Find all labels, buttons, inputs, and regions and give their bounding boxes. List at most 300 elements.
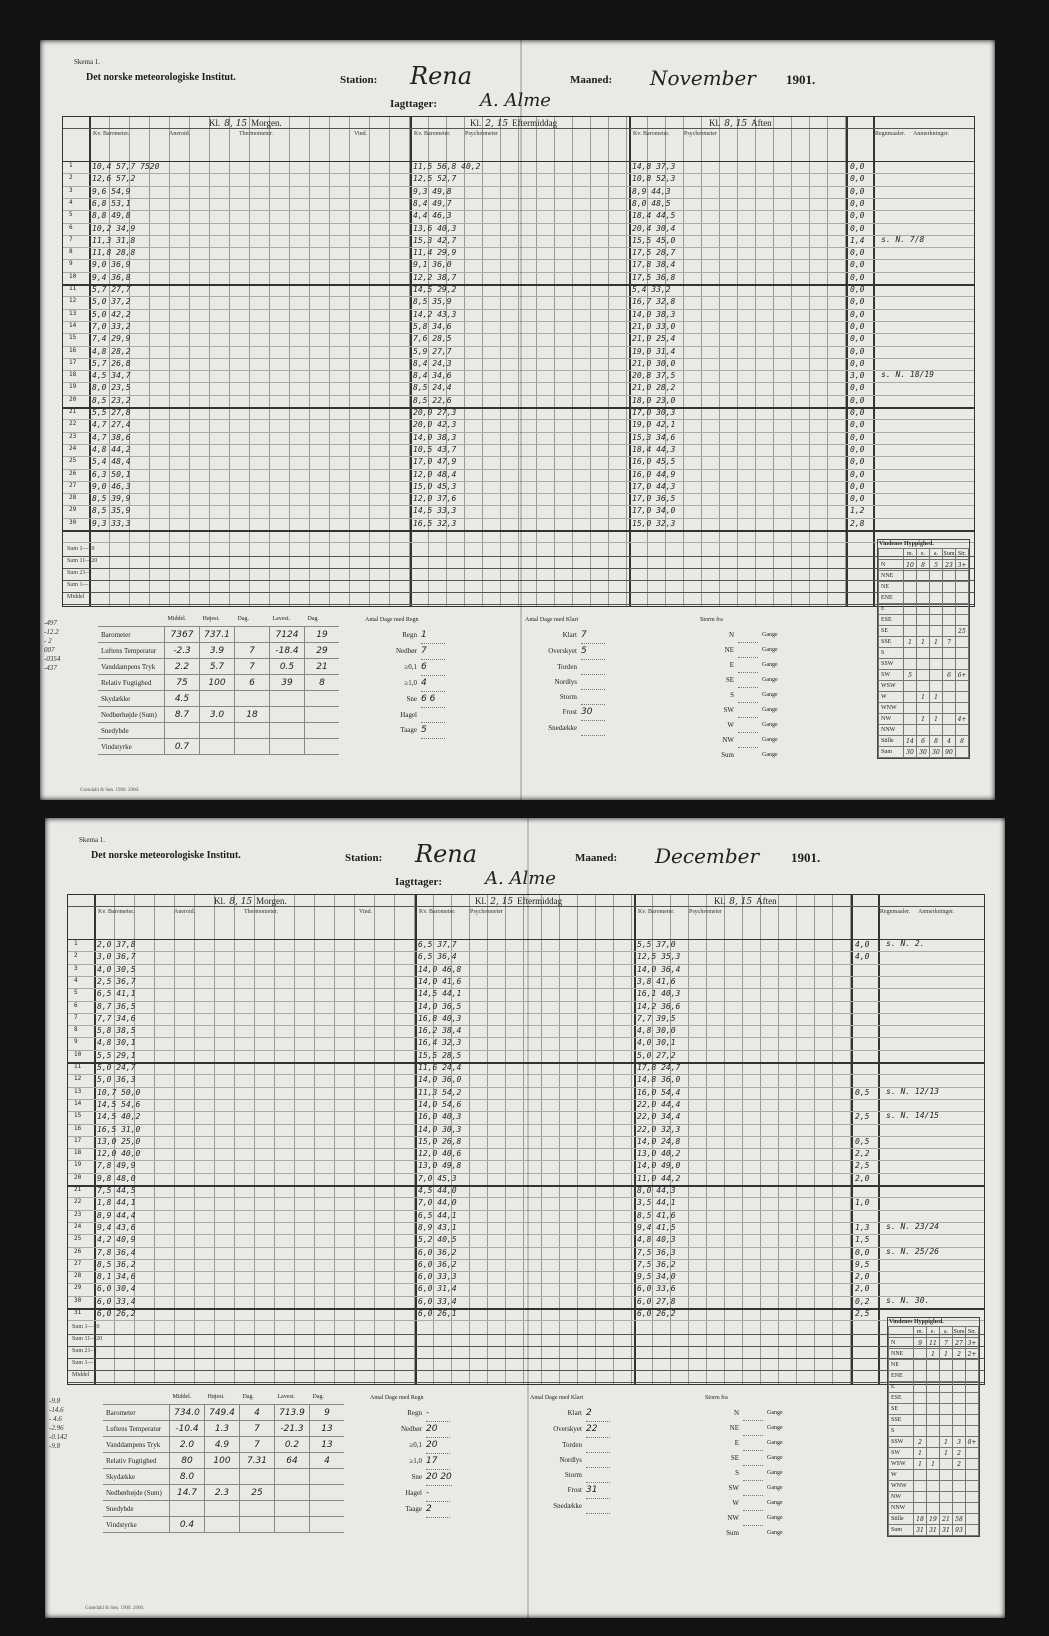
- summary-row-label: Middel: [67, 594, 85, 601]
- wind-value: [904, 593, 917, 604]
- afternoon-values: 20,0 42,3: [413, 420, 457, 430]
- stats-header: Dag.: [305, 611, 340, 627]
- wind-value: [927, 1448, 940, 1459]
- stats-header-row: [103, 1389, 344, 1405]
- wind-value: [953, 1360, 966, 1371]
- list-item-value: -: [426, 1406, 450, 1422]
- evening-values: 18,4 44,5: [632, 211, 676, 221]
- wind-direction: WNW: [889, 1481, 914, 1492]
- afternoon-values: 14,5 29,2: [413, 285, 457, 294]
- list-item-label: Nordlys: [554, 678, 577, 687]
- row-line: [68, 1050, 984, 1051]
- precipitation-value: 0,0: [850, 444, 865, 454]
- morning-values: 9,4 36,8: [92, 272, 131, 282]
- precipitation-value: 2,8: [850, 518, 865, 528]
- afternoon-values: 8,9 43,1: [418, 1222, 457, 1232]
- stats-value: [310, 1517, 345, 1533]
- summary-row-label: Sum 11—20: [72, 1336, 103, 1343]
- day-number: 15: [69, 334, 77, 342]
- sheet-november: [40, 40, 995, 800]
- list-item-value: 4: [421, 676, 445, 692]
- storm-blank: [743, 1511, 763, 1526]
- wind-value: [956, 659, 969, 670]
- precipitation-value: 2,0: [855, 1284, 870, 1294]
- list-item: [530, 1453, 610, 1468]
- wind-value: 3+: [956, 560, 969, 571]
- storm-blank: [738, 718, 758, 733]
- wind-direction: ESE: [889, 1393, 914, 1404]
- column-line: [737, 117, 738, 606]
- storm-sum-unit: Gange: [767, 1530, 783, 1537]
- section-divider: [410, 117, 412, 606]
- stats-value: 737.1: [200, 627, 235, 643]
- wind-row: [879, 593, 969, 604]
- wind-value: 6: [943, 670, 956, 681]
- morning-values: 4,7 27,4: [92, 420, 131, 430]
- wind-direction: SSW: [879, 659, 904, 670]
- afternoon-values: 7,0 45,3: [418, 1173, 457, 1183]
- wind-value: 21: [940, 1514, 953, 1525]
- wind-value: 23: [943, 560, 956, 571]
- list-item-label: Regn: [407, 1409, 422, 1418]
- stats-row: [98, 707, 339, 723]
- list-item-value: 17: [426, 1454, 450, 1470]
- stats-value: 64: [275, 1453, 310, 1469]
- wind-value: 31: [914, 1525, 927, 1536]
- precipitation-value: 0,0: [850, 457, 865, 467]
- list-item-label: Torden: [557, 663, 577, 672]
- row-line: [68, 1160, 984, 1161]
- wind-value: 1: [940, 1349, 953, 1360]
- list-item-value: 20: [426, 1438, 450, 1454]
- afternoon-values: 7,0 44,0: [418, 1198, 457, 1208]
- section-time: 8, 15: [724, 119, 748, 129]
- stats-value: [235, 739, 270, 755]
- evening-values: 14,0 38,3: [632, 309, 676, 319]
- stats-row: [103, 1517, 344, 1533]
- wind-direction: Stille: [889, 1514, 914, 1525]
- wind-col-header: a.: [930, 549, 943, 560]
- afternoon-values: 6,0 36,2: [418, 1259, 457, 1269]
- precipitation-value: 0,0: [855, 1247, 870, 1257]
- storm-unit: Gange: [767, 1425, 783, 1432]
- stats-row: [98, 723, 339, 739]
- precipitation-value: 0,0: [850, 162, 865, 171]
- wind-value: 1: [917, 692, 930, 703]
- stats-value: 21: [305, 659, 340, 675]
- list-item: [530, 1422, 610, 1438]
- day-number: 30: [69, 518, 77, 526]
- row-line: [68, 1136, 984, 1137]
- days-with-sky-list: [530, 1391, 610, 1514]
- morning-values: 7,5 44,5: [97, 1186, 136, 1195]
- evening-values: 22,0 34,4: [637, 1112, 681, 1122]
- column-line: [613, 895, 614, 1384]
- morning-values: 7,4 29,9: [92, 334, 131, 344]
- wind-value: 1: [917, 714, 930, 725]
- afternoon-values: 14,5 44,1: [418, 989, 462, 999]
- list-item: [365, 660, 445, 676]
- column-line: [349, 117, 350, 606]
- storm-row: [700, 733, 778, 748]
- wind-value: 1: [917, 637, 930, 648]
- remark-note: s. N. 23/24: [886, 1221, 939, 1231]
- stats-row: [103, 1485, 344, 1501]
- afternoon-values: 12,5 52,7: [413, 174, 457, 184]
- header-line: [68, 906, 984, 907]
- wind-row: [889, 1470, 979, 1481]
- wind-row: [879, 648, 969, 659]
- column-line: [269, 117, 270, 606]
- row-line: [68, 1173, 984, 1174]
- list-item-value: 6 6: [421, 692, 445, 708]
- morning-values: 9,3 33,3: [92, 518, 131, 528]
- morning-values: 9,4 43,6: [97, 1222, 136, 1232]
- list-item: [365, 676, 445, 692]
- stats-value: 1.3: [205, 1421, 240, 1437]
- row-line: [68, 1283, 984, 1284]
- list-item: [530, 1483, 610, 1499]
- day-number: 2: [74, 952, 78, 960]
- observer-value: A. Alme: [480, 90, 551, 111]
- column-line: [536, 117, 537, 606]
- wind-value: [914, 1470, 927, 1481]
- list-item-label: Hagel: [405, 1489, 422, 1498]
- remarks-header: Anmerkninger.: [918, 909, 955, 915]
- column-line: [169, 117, 170, 606]
- row-line: [68, 1185, 984, 1187]
- wind-direction: NE: [879, 582, 904, 593]
- day-number: 25: [69, 457, 77, 465]
- wind-value: [943, 648, 956, 659]
- afternoon-values: 5,9 27,7: [413, 346, 452, 356]
- precipitation-value: 0,0: [850, 223, 865, 233]
- column-line: [414, 895, 415, 1384]
- morning-values: 8,5 35,9: [92, 506, 131, 516]
- wind-value: [917, 681, 930, 692]
- row-line: [63, 395, 974, 396]
- storm-direction: W: [732, 1499, 739, 1508]
- stats-header: Lavest.: [270, 611, 305, 627]
- wind-value: [927, 1503, 940, 1514]
- row-line: [63, 407, 974, 409]
- row-line: [68, 1074, 984, 1075]
- list-item: [525, 644, 605, 660]
- list-item-label: Taage: [400, 726, 417, 735]
- storm-direction: SW: [728, 1484, 739, 1493]
- wind-value: [956, 725, 969, 736]
- day-number: 25: [74, 1235, 82, 1243]
- evening-values: 12,5 35,3: [637, 952, 681, 962]
- morning-values: 8,9 44,4: [97, 1210, 136, 1220]
- precipitation-value: 2,2: [855, 1149, 870, 1159]
- row-line: [68, 1148, 984, 1149]
- days-with-sky-list: [525, 613, 605, 736]
- days-with-precip-list: [365, 613, 445, 739]
- list-item-value: 20: [426, 1422, 450, 1438]
- wind-value: [953, 1481, 966, 1492]
- wind-value: [943, 593, 956, 604]
- storm-sum-unit: Gange: [762, 752, 778, 759]
- section-divider: [634, 895, 636, 1384]
- wind-direction: Sum: [879, 747, 904, 758]
- wind-direction: NW: [889, 1492, 914, 1503]
- storm-direction: S: [735, 1469, 739, 1478]
- afternoon-values: 15,0 26,8: [418, 1136, 462, 1146]
- day-number: 20: [69, 395, 77, 403]
- precipitation-value: 0,0: [850, 432, 865, 442]
- section-kl: Kl.: [214, 896, 226, 906]
- wind-value: [940, 1470, 953, 1481]
- row-line: [63, 235, 974, 236]
- row-line: [63, 530, 974, 532]
- stats-label: Nedbørhøjde (Sum): [98, 707, 165, 723]
- precipitation-value: 3,0: [850, 371, 865, 381]
- wind-value: [930, 725, 943, 736]
- afternoon-values: 16,4 32,3: [418, 1038, 462, 1048]
- row-line: [68, 1222, 984, 1223]
- storm-direction: E: [729, 661, 734, 670]
- list-item-value: [581, 690, 605, 705]
- afternoon-values: 10,5 43,7: [413, 444, 457, 454]
- morning-values: 5,8 38,5: [97, 1026, 136, 1036]
- wind-value: [927, 1481, 940, 1492]
- wind-value: [956, 637, 969, 648]
- precipitation-value: 0,0: [850, 321, 865, 331]
- morning-values: 11,3 31,8: [92, 235, 136, 245]
- day-number: 22: [69, 420, 77, 428]
- storm-list: [700, 613, 778, 763]
- afternoon-values: 12,0 48,4: [413, 469, 457, 479]
- evening-values: 14,2 36,6: [637, 1001, 681, 1011]
- wind-value: [914, 1349, 927, 1360]
- row-line: [63, 382, 974, 383]
- wind-value: [917, 648, 930, 659]
- row-line: [68, 1210, 984, 1211]
- remarks-header: Anmerkninger.: [913, 131, 950, 137]
- wind-table: [888, 1326, 979, 1536]
- row-line: [68, 951, 984, 952]
- stats-value: 2.3: [205, 1485, 240, 1501]
- wind-value: [930, 670, 943, 681]
- day-number: 27: [69, 481, 77, 489]
- column-line: [595, 895, 596, 1384]
- row-line: [63, 346, 974, 347]
- stats-corner: [98, 611, 165, 627]
- wind-value: [953, 1415, 966, 1426]
- stats-value: 7: [235, 643, 270, 659]
- wind-value: [904, 604, 917, 615]
- storm-row: [705, 1481, 783, 1496]
- precipitation-value: 2,5: [855, 1309, 870, 1318]
- evening-values: 14,8 37,3: [632, 162, 676, 171]
- wind-value: 30: [904, 747, 917, 758]
- storm-unit: Gange: [767, 1455, 783, 1462]
- list-item-label: Frost: [562, 708, 577, 717]
- stats-row: [103, 1501, 344, 1517]
- morning-values: 9,6 54,9: [92, 186, 131, 196]
- wind-direction: NNW: [889, 1503, 914, 1514]
- evening-values: 22,0 44,4: [637, 1099, 681, 1109]
- stats-header-row: [98, 611, 339, 627]
- column-line: [249, 117, 250, 606]
- year-value: 1901.: [791, 850, 821, 865]
- morning-values: 5,4 48,4: [92, 457, 131, 467]
- wind-value: 58: [953, 1514, 966, 1525]
- day-number: 13: [69, 309, 77, 317]
- morning-values: 3,0 36,7: [97, 952, 136, 962]
- wind-direction: S: [879, 648, 904, 659]
- wind-value: [904, 648, 917, 659]
- stats-value: 14.7: [170, 1485, 205, 1501]
- column-line: [369, 117, 370, 606]
- skema-label: Skema 1.: [79, 836, 106, 844]
- row-line: [63, 223, 974, 224]
- afternoon-values: 5,2 40,5: [418, 1235, 457, 1245]
- wind-value: [940, 1360, 953, 1371]
- column-line: [209, 117, 210, 606]
- column-line: [683, 117, 684, 606]
- wind-row: [879, 582, 969, 593]
- wind-value: [940, 1382, 953, 1393]
- afternoon-values: 11,6 24,4: [418, 1063, 462, 1072]
- evening-values: 17,0 30,3: [632, 408, 676, 417]
- list-item-value: [581, 660, 605, 675]
- stats-row: [98, 627, 339, 643]
- day-number: 17: [69, 358, 77, 366]
- list-title: Antal Dage med Regn: [370, 1395, 424, 1402]
- wind-col-header: m.: [914, 1327, 927, 1338]
- wind-value: 19: [927, 1514, 940, 1525]
- day-number: 6: [74, 1001, 78, 1009]
- morning-values: 5,0 37,2: [92, 297, 131, 307]
- stats-row: [103, 1437, 344, 1453]
- evening-values: 8,5 41,6: [637, 1210, 676, 1220]
- section-name: Eftermiddag: [517, 896, 563, 906]
- column-line: [469, 895, 470, 1384]
- column-group-header: Vind.: [354, 131, 368, 137]
- list-item-value: -: [426, 1486, 450, 1502]
- section-kl: Kl.: [714, 896, 726, 906]
- wind-value: [927, 1492, 940, 1503]
- stats-value: [275, 1485, 310, 1501]
- wind-value: 11: [927, 1338, 940, 1349]
- storm-blank: [738, 703, 758, 718]
- stats-value: [310, 1501, 345, 1517]
- margin-note: -9.8: [49, 1397, 61, 1406]
- summary-row-label: Middel: [72, 1372, 90, 1379]
- wind-value: [930, 659, 943, 670]
- stats-label: Snedybde: [103, 1501, 170, 1517]
- morning-values: 6,0 30,4: [97, 1284, 136, 1294]
- precipitation-value: 1,4: [850, 235, 865, 245]
- sheet-december: [45, 818, 1005, 1618]
- evening-values: 11,0 44,2: [637, 1173, 681, 1183]
- remark-note: s. N. 14/15: [886, 1111, 939, 1121]
- list-item-label: Nedbør: [401, 1425, 422, 1434]
- wind-value: [904, 725, 917, 736]
- stats-value: [275, 1517, 310, 1533]
- afternoon-values: 14,0 36,0: [418, 1075, 462, 1085]
- wind-value: [966, 1448, 979, 1459]
- wind-value: 1: [940, 1437, 953, 1448]
- storm-row: [705, 1511, 783, 1526]
- storm-blank: [738, 643, 758, 658]
- morning-values: 6,3 50,1: [92, 469, 131, 479]
- column-line: [773, 117, 774, 606]
- day-number: 7: [74, 1013, 78, 1021]
- list-item: [530, 1499, 610, 1514]
- list-item-label: Nordlys: [559, 1456, 582, 1465]
- row-line: [68, 1308, 984, 1310]
- stats-value: 3.9: [200, 643, 235, 659]
- stats-row: [98, 691, 339, 707]
- stats-row: [98, 675, 339, 691]
- wind-value: [927, 1393, 940, 1404]
- morning-values: 12,0 40,0: [97, 1149, 141, 1159]
- day-number: 21: [69, 408, 77, 415]
- column-line: [389, 117, 390, 606]
- morning-values: 4,8 28,2: [92, 346, 131, 356]
- list-item: [525, 721, 605, 736]
- evening-values: 5,0 27,2: [637, 1050, 676, 1060]
- wind-direction: SW: [879, 670, 904, 681]
- day-number: 5: [74, 989, 78, 997]
- wind-row: [879, 681, 969, 692]
- stats-value: 19: [305, 627, 340, 643]
- stats-table: [98, 611, 339, 755]
- list-item-value: 2: [426, 1502, 450, 1518]
- list-item-label: Nedbør: [396, 647, 417, 656]
- column-line: [374, 895, 375, 1384]
- wind-direction: NNE: [889, 1349, 914, 1360]
- stats-value: 39: [270, 675, 305, 691]
- stats-value: [235, 627, 270, 643]
- evening-values: 8,9 44,3: [632, 186, 671, 196]
- list-item-value: [421, 708, 445, 723]
- column-line: [706, 895, 707, 1384]
- stats-label: Relativ Fugtighed: [98, 675, 165, 691]
- wind-value: [940, 1404, 953, 1415]
- storm-row: [700, 688, 778, 703]
- stats-header: Lavest.: [275, 1389, 310, 1405]
- wind-direction: W: [889, 1470, 914, 1481]
- column-line: [577, 895, 578, 1384]
- wind-direction: Sum: [889, 1525, 914, 1536]
- storm-blank: [738, 673, 758, 688]
- stats-label: Luftens Temperatur: [103, 1421, 170, 1437]
- list-item-label: Torden: [562, 1441, 582, 1450]
- wind-value: 4: [943, 736, 956, 747]
- wind-value: [914, 1360, 927, 1371]
- stats-value: [310, 1485, 345, 1501]
- day-number: 16: [69, 346, 77, 354]
- month-value: November: [650, 66, 756, 90]
- wind-value: 8: [956, 736, 969, 747]
- wind-value: [930, 615, 943, 626]
- wind-frequency-title: Vindenes Hyppighed.: [879, 541, 934, 548]
- wind-direction: NNW: [879, 725, 904, 736]
- wind-value: [943, 703, 956, 714]
- storm-row: [700, 718, 778, 733]
- precipitation-value: 2,5: [855, 1161, 870, 1171]
- wind-direction: SSE: [889, 1415, 914, 1426]
- wind-value: 25: [956, 626, 969, 637]
- column-line: [755, 117, 756, 606]
- morning-values: 7,8 49,9: [97, 1161, 136, 1171]
- row-line: [63, 419, 974, 420]
- wind-value: [917, 571, 930, 582]
